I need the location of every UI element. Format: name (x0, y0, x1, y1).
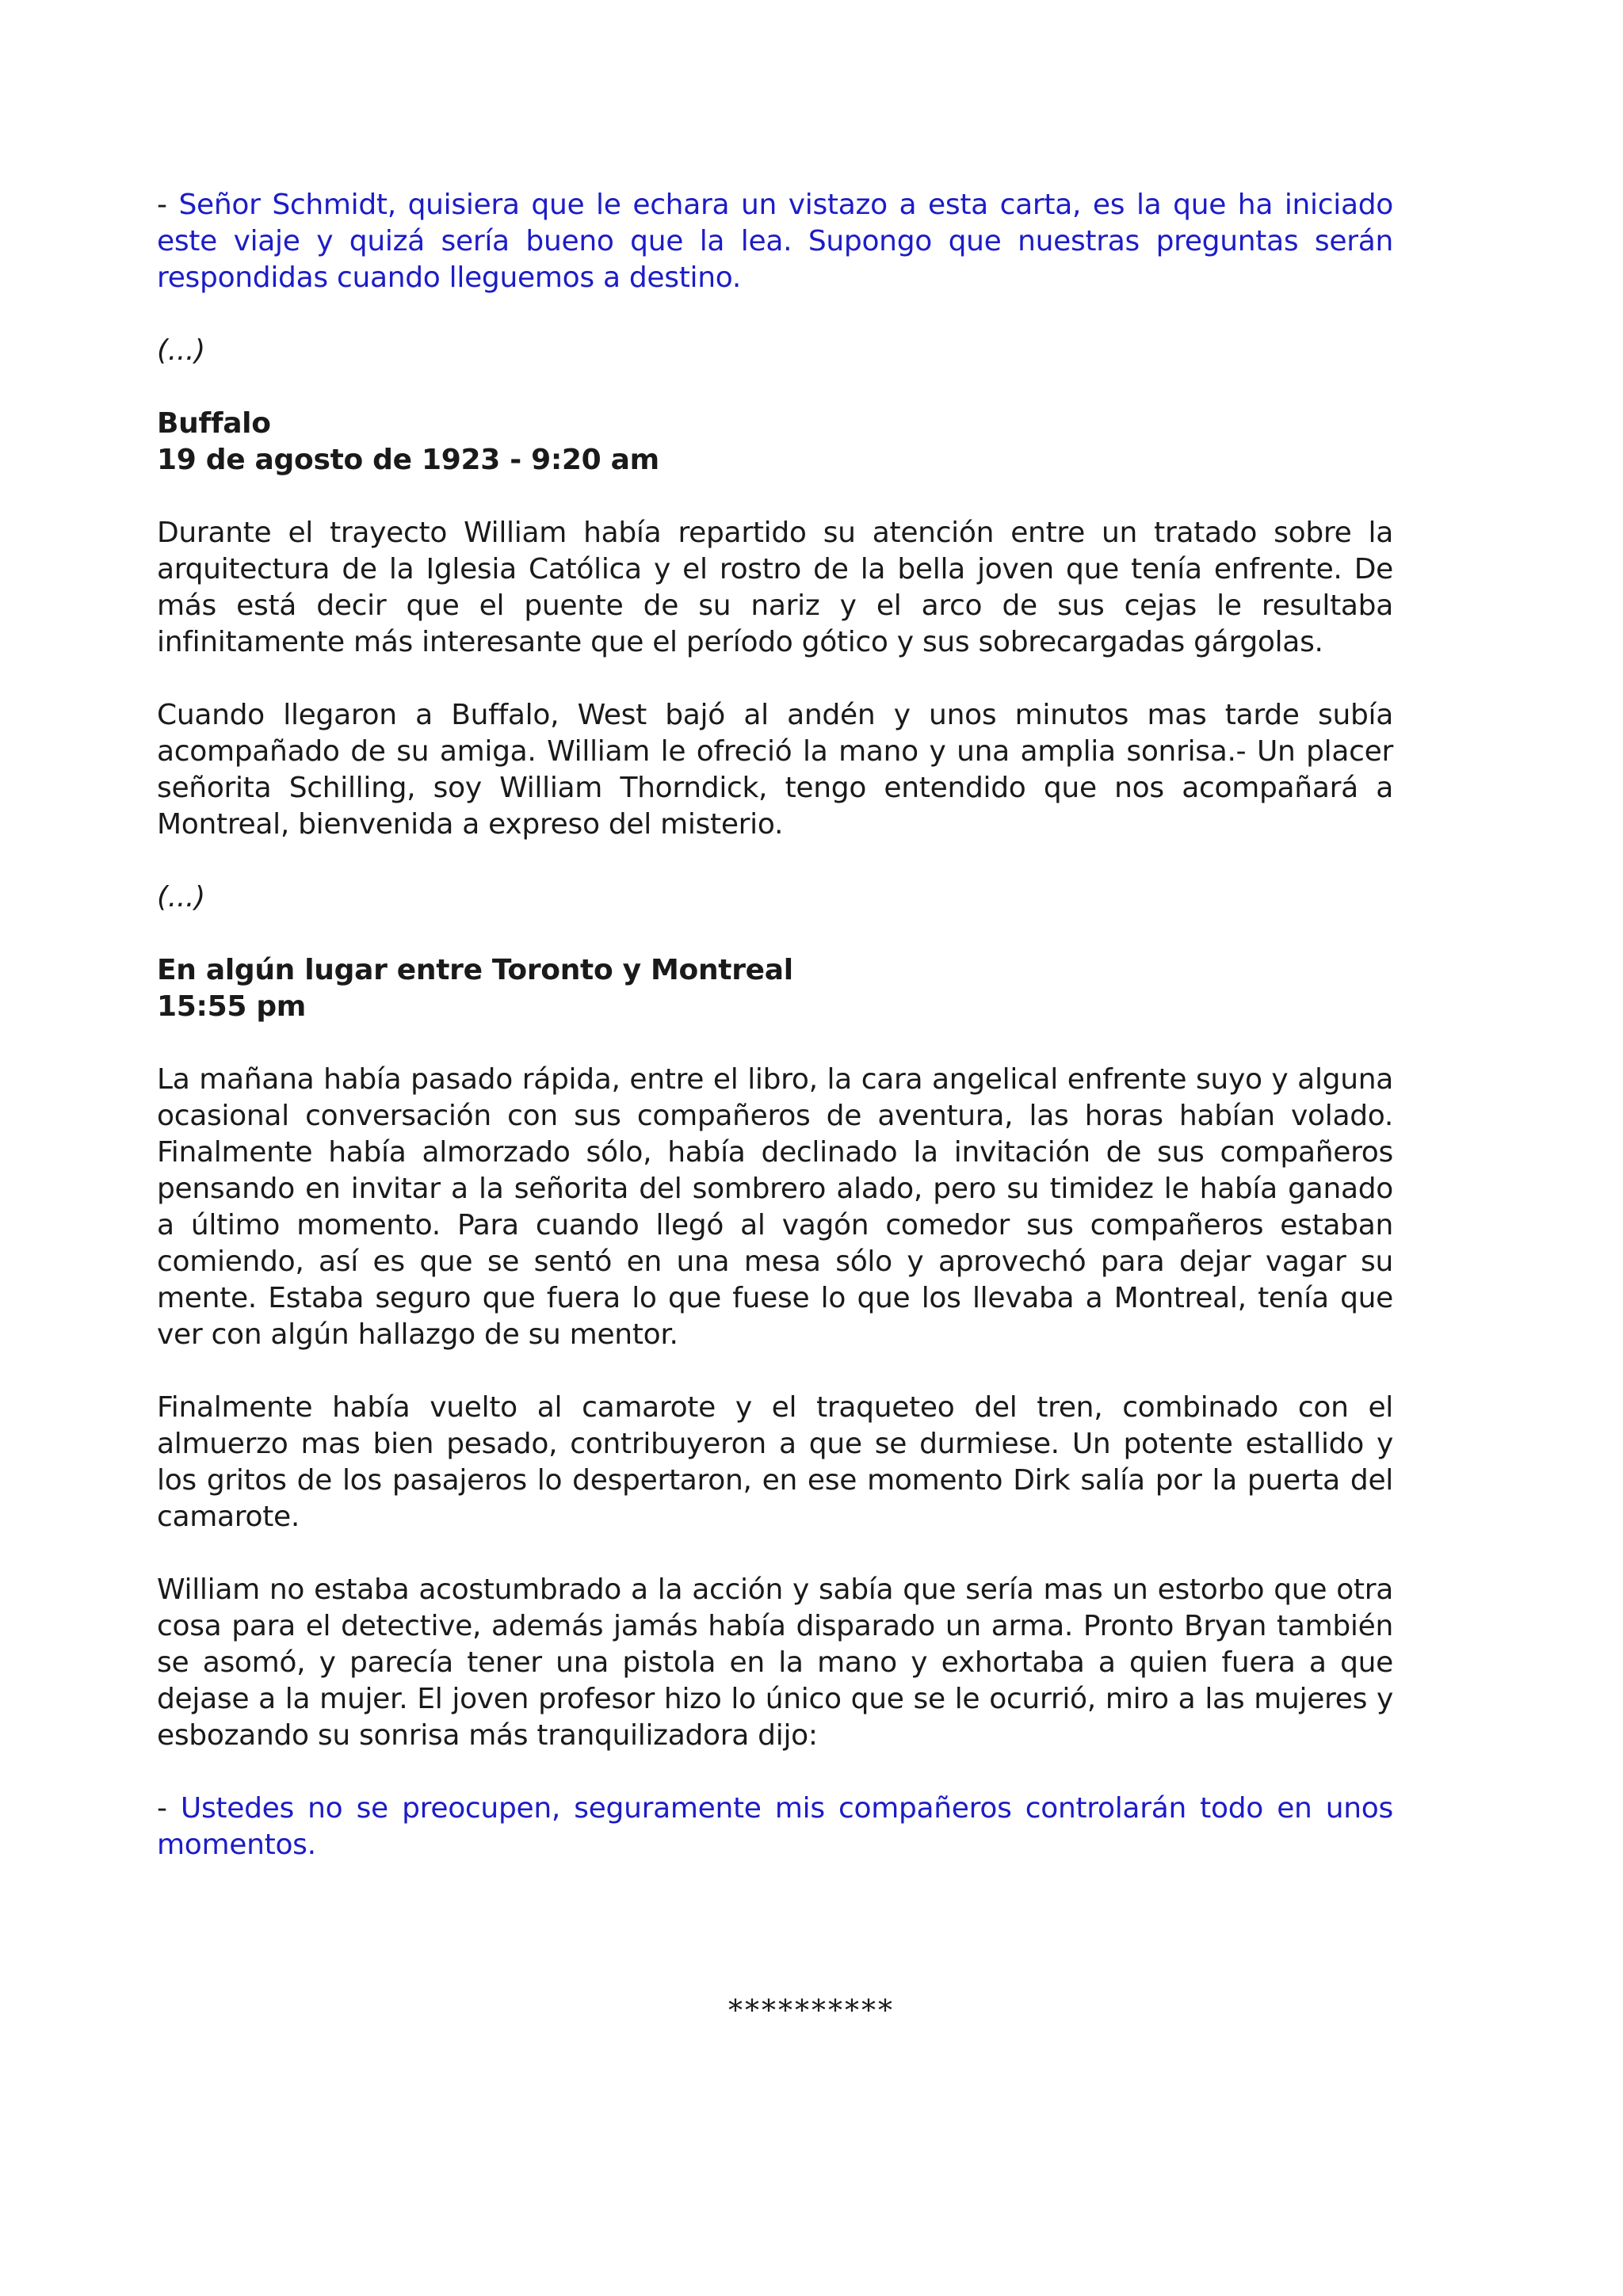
section-heading-place: Buffalo (157, 407, 271, 440)
section-heading-place: En algún lugar entre Toronto y Montreal (157, 954, 793, 986)
section-separator: ********** (728, 1995, 895, 2027)
dialogue-paragraph (157, 187, 1393, 296)
ellipsis-marker: (...) (157, 881, 205, 913)
ellipsis-marker: (...) (157, 334, 205, 367)
dialogue-paragraph (157, 1791, 1393, 1863)
body-paragraph: Finalmente había vuelto al camarote y el traqueteo del tren, combinado con el almuerzo mas bien pesado, contribuyeron a que se durmiese. Un potente estallido y los gritos de los pasajeros lo despertaron, en ese momento Dirk salía por la puerta del camarote. (157, 1391, 1393, 1533)
section-heading-time: 15:55 pm (157, 990, 307, 1023)
body-paragraph: La mañana había pasado rápida, entre el libro, la cara angelical enfrente suyo y alguna ocasional conversación con sus compañeros de aventura, las horas habían volado. Finalmente había almorzado sólo, había declinado la invitación de sus compañeros pensando en invitar a la señorita del sombrero alado, pero su timidez le había ganado a último momento. Para cuando llegó al vagón comedor sus compañeros estaban comiendo, así es que se sentó en una mesa sólo y aprovechó para dejar vagar su mente. Estaba seguro que fuera lo que fuese lo que los llevaba a Montreal, tenía que ver con algún hallazgo de su mentor. (157, 1063, 1393, 1351)
body-paragraph: Durante el trayecto William había repartido su atención entre un tratado sobre la arquitectura de la Iglesia Católica y el rostro de la bella joven que tenía enfrente. De más está decir que el puente de su nariz y el arco de sus cejas le resultaba infinitamente más interesante que el período gótico y sus sobrecargadas gárgolas. (157, 517, 1393, 658)
body-paragraph: Cuando llegaron a Buffalo, West bajó al andén y unos minutos mas tarde subía acompañado de su amiga. William le ofreció la mano y una amplia sonrisa.- Un placer señorita Schilling, soy William Thorndick, tengo entendido que nos acompañará a Montreal, bienvenida a expreso del misterio. (157, 699, 1393, 841)
section-heading-date: 19 de agosto de 1923 - 9:20 am (157, 444, 659, 476)
body-paragraph: William no estaba acostumbrado a la acción y sabía que sería mas un estorbo que otra cosa para el detective, además jamás había disparado un arma. Pronto Bryan también se asomó, y parecía tener una pistola en la mano y exhortaba a quien fuera a que dejase a la mujer. El joven profesor hizo lo único que se le ocurrió, miro a las mujeres y esbozando su sonrisa más tranquilizadora dijo: (157, 1573, 1393, 1752)
document-body (157, 187, 1393, 1863)
dialogue-text: Ustedes no se preocupen, seguramente mis compañeros controlarán todo en unos momentos. (157, 1792, 1393, 1861)
dialogue-dash: - (157, 1792, 181, 1825)
dialogue-text: Señor Schmidt, quisiera que le echara un vistazo a esta carta, es la que ha iniciado este viaje y quizá sería bueno que la lea. Supongo que nuestras preguntas serán respondidas cuando lleguemos a destino. (157, 189, 1393, 294)
dialogue-dash: - (157, 189, 179, 221)
